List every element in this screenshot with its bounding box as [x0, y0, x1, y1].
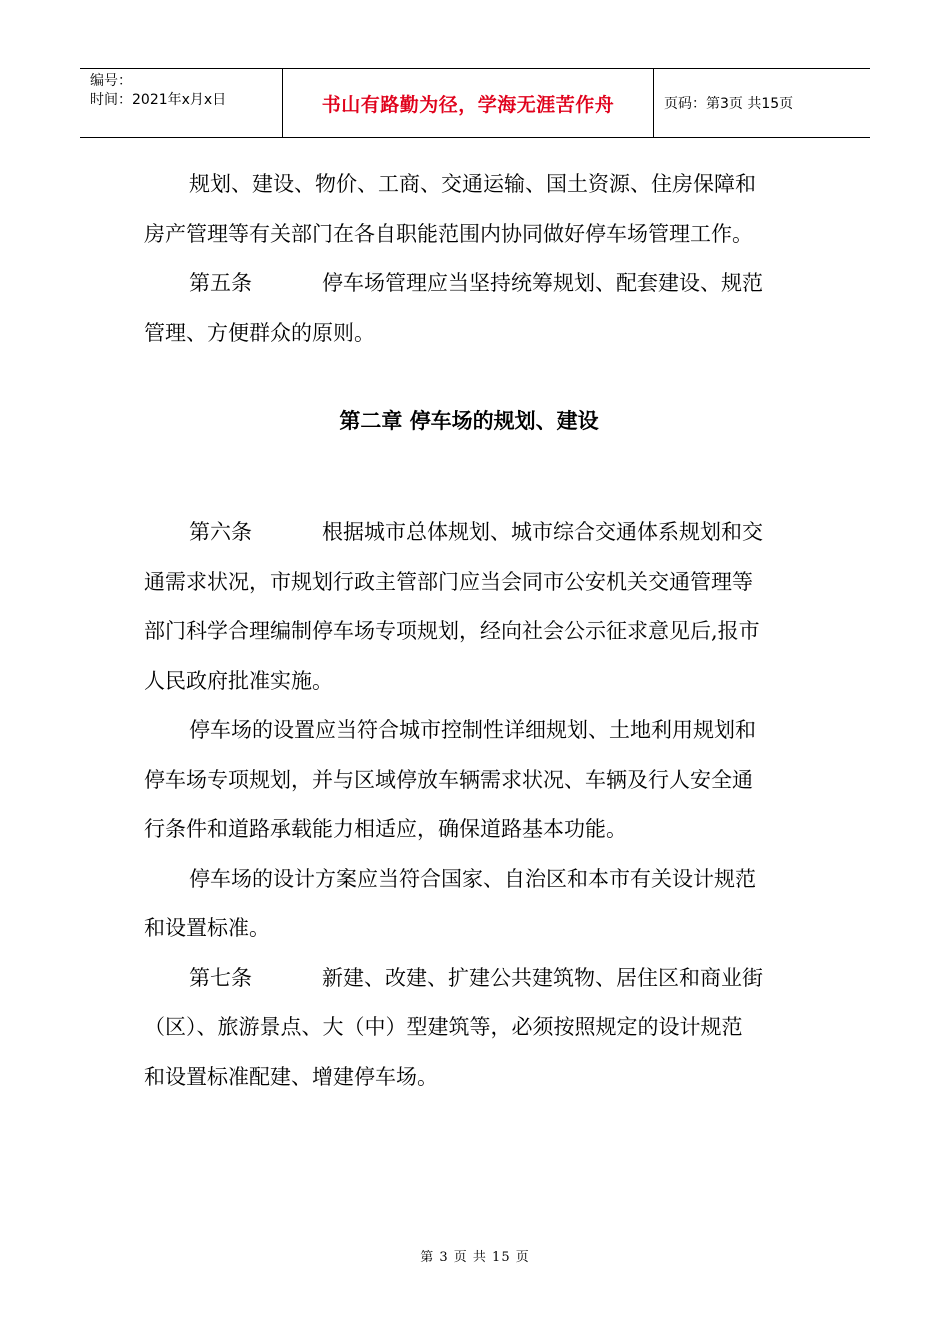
text-line: 行条件和道路承载能力相适应，确保道路基本功能。 [144, 817, 627, 841]
code-label: 编号： [90, 73, 132, 89]
header-page-info: 页码：第3页 共15页 [664, 96, 794, 112]
article-6 [144, 508, 794, 1102]
article-6-label: 第六条 [189, 520, 252, 544]
header-motto-cell [282, 69, 654, 137]
text-line: 人民政府批准实施。 [144, 668, 333, 693]
text-line: 部门科学合理编制停车场专项规划，经向社会公示征求意见后,报市 [144, 619, 760, 643]
text-line: 根据城市总体规划、城市综合交通体系规划和交 [322, 520, 763, 544]
article-5 [144, 259, 794, 358]
article-5-first-line [144, 259, 794, 309]
article-6-first-line [144, 508, 794, 558]
header-motto: 书山有路勤为径，学海无涯苦作舟 [321, 93, 615, 116]
text-line: 停车场的设计方案应当符合国家、自治区和本市有关设计规范 [189, 866, 756, 891]
text-line: 通需求状况，市规划行政主管部门应当会同市公安机关交通管理等 [144, 569, 753, 594]
header-page-info-cell [654, 69, 870, 137]
text-line: 规划、建设、物价、工商、交通运输、国土资源、住房保障和 [189, 172, 756, 196]
document-header [80, 68, 870, 138]
paragraph-departments [144, 160, 794, 259]
text-line: 管理、方便群众的原则。 [144, 320, 375, 345]
page-footer: 第 3 页 共 15 页 [420, 1250, 530, 1265]
text-line: 停车场管理应当坚持统筹规划、配套建设、规范 [322, 271, 763, 295]
text-line: 和设置标准。 [144, 916, 270, 940]
article-7-first-line [144, 954, 794, 1004]
article-5-label: 第五条 [189, 271, 252, 295]
chapter-title: 第二章 停车场的规划、建设 [339, 409, 599, 433]
text-line: 和设置标准配建、增建停车场。 [144, 1064, 438, 1089]
text-line: 停车场专项规划，并与区域停放车辆需求状况、车辆及行人安全通 [144, 767, 753, 792]
text-line: 新建、改建、扩建公共建筑物、居住区和商业街 [322, 965, 763, 990]
article-7-label: 第七条 [189, 965, 252, 990]
text-line: （区）、旅游景点、大（中）型建筑等，必须按照规定的设计规范 [144, 1015, 743, 1039]
text-line: 停车场的设置应当符合城市控制性详细规划、土地利用规划和 [189, 718, 756, 742]
text-line: 房产管理等有关部门在各自职能范围内协同做好停车场管理工作。 [144, 221, 753, 246]
time-label: 时间：2021年x月x日 [90, 92, 227, 108]
header-meta [80, 69, 282, 137]
